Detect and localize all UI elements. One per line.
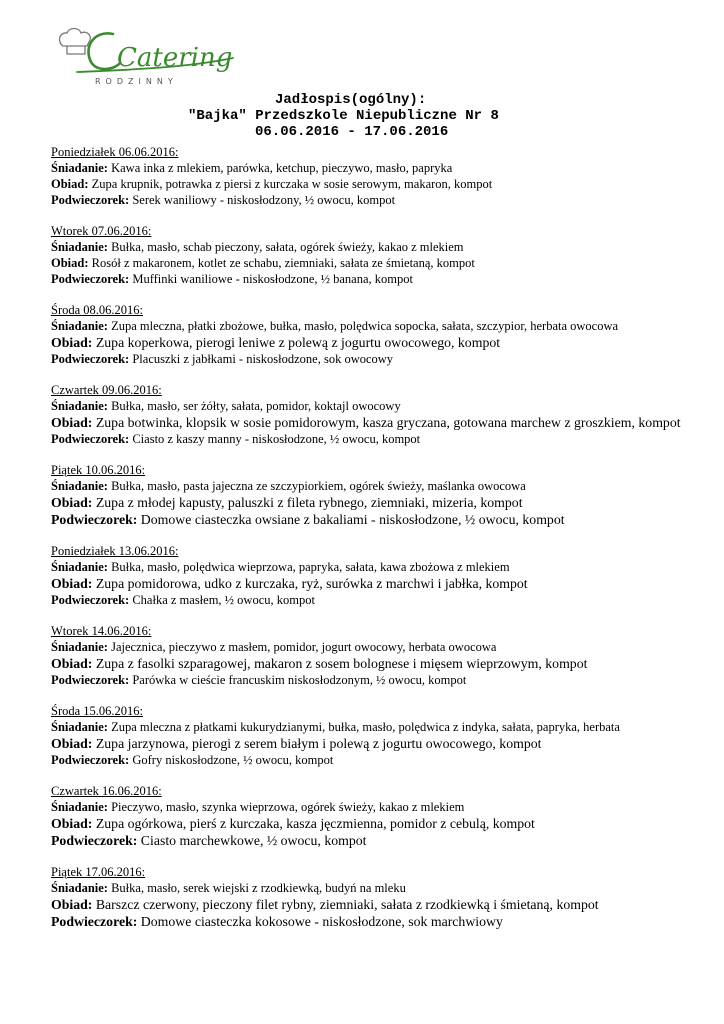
meal-items-lunch: Zupa jarzynowa, pierogi z serem białym i polewą z jogurtu owocowego, kompot: [95, 736, 542, 751]
meal-row-breakfast: [51, 559, 711, 575]
meal-label-snack: Podwieczorek:: [51, 833, 138, 848]
meal-items-lunch: Barszcz czerwony, pieczony filet rybny, ziemniaki, sałata z rzodkiewką i śmietaną, kompot: [95, 897, 599, 912]
day-block: [51, 784, 711, 849]
day-block: [51, 865, 711, 930]
meal-label-snack: Podwieczorek:: [51, 352, 130, 366]
meal-items-lunch: Zupa ogórkowa, pierś z kurczaka, kasza jęczmienna, pomidor z cebulą, kompot: [95, 816, 535, 831]
meal-row-lunch: [51, 414, 711, 431]
meal-items-snack: Domowe ciasteczka kokosowe - niskosłodzone, sok marchwiowy: [140, 914, 503, 929]
meal-row-snack: [51, 592, 711, 608]
day-block: [51, 145, 711, 208]
heading-school: "Bajka" Przedszkole Niepubliczne Nr 8: [188, 108, 499, 124]
meal-items-lunch: Zupa krupnik, potrawka z piersi z kurczaka w sosie serowym, makaron, kompot: [91, 177, 493, 191]
meal-label-lunch: Obiad:: [51, 256, 89, 270]
meal-label-lunch: Obiad:: [51, 177, 89, 191]
day-block: [51, 544, 711, 608]
meal-label-lunch: Obiad:: [51, 495, 93, 510]
day-title: Środa 15.06.2016:: [51, 704, 144, 718]
day-block: [51, 224, 711, 287]
meal-row-snack: [51, 672, 711, 688]
meal-label-snack: Podwieczorek:: [51, 593, 130, 607]
meal-label-lunch: Obiad:: [51, 415, 93, 430]
meal-items-snack: Ciasto marchewkowe, ½ owocu, kompot: [140, 833, 367, 848]
meal-label-breakfast: Śniadanie:: [51, 640, 108, 654]
day-title: Wtorek 14.06.2016:: [51, 624, 152, 638]
meal-label-breakfast: Śniadanie:: [51, 319, 108, 333]
day-title: Wtorek 07.06.2016:: [51, 224, 152, 238]
meal-row-breakfast: [51, 398, 711, 414]
meal-row-lunch: [51, 896, 711, 913]
meal-label-lunch: Obiad:: [51, 335, 93, 350]
meal-items-lunch: Zupa z fasolki szparagowej, makaron z sosem bolognese i mięsem wieprzowym, kompot: [95, 656, 588, 671]
day-block: [51, 303, 711, 367]
meal-row-lunch: [51, 494, 711, 511]
meal-label-snack: Podwieczorek:: [51, 753, 130, 767]
meal-row-snack: [51, 832, 711, 849]
catering-logo: [55, 24, 245, 94]
meal-items-breakfast: Bułka, masło, pasta jajeczna ze szczypiorkiem, ogórek świeży, maślanka owocowa: [111, 479, 526, 493]
meal-row-lunch: [51, 334, 711, 351]
meal-label-snack: Podwieczorek:: [51, 193, 130, 207]
meal-items-breakfast: Kawa inka z mlekiem, parówka, ketchup, pieczywo, masło, papryka: [111, 161, 453, 175]
meal-row-breakfast: [51, 719, 711, 735]
day-block: [51, 624, 711, 688]
day-title: Środa 08.06.2016:: [51, 303, 144, 317]
meal-row-snack: [51, 351, 711, 367]
day-block: [51, 463, 711, 528]
meal-row-lunch: [51, 655, 711, 672]
meal-items-snack: Muffinki waniliowe - niskosłodzone, ½ banana, kompot: [132, 272, 413, 286]
menu-days: [51, 145, 711, 946]
meal-items-breakfast: Bułka, masło, serek wiejski z rzodkiewką, budyń na mleku: [111, 881, 406, 895]
meal-label-breakfast: Śniadanie:: [51, 720, 108, 734]
meal-label-lunch: Obiad:: [51, 897, 93, 912]
meal-label-breakfast: Śniadanie:: [51, 800, 108, 814]
day-block: [51, 704, 711, 768]
meal-row-breakfast: [51, 318, 711, 334]
meal-row-breakfast: [51, 880, 711, 896]
meal-row-breakfast: [51, 160, 711, 176]
day-title: Piątek 17.06.2016:: [51, 865, 146, 879]
meal-items-snack: Gofry niskosłodzone, ½ owocu, kompot: [132, 753, 334, 767]
meal-label-breakfast: Śniadanie:: [51, 240, 108, 254]
meal-row-snack: [51, 752, 711, 768]
meal-row-lunch: [51, 735, 711, 752]
meal-label-lunch: Obiad:: [51, 736, 93, 751]
meal-items-snack: Chałka z masłem, ½ owocu, kompot: [132, 593, 315, 607]
meal-items-breakfast: Bułka, masło, schab pieczony, sałata, ogórek świeży, kakao z mlekiem: [111, 240, 464, 254]
meal-items-snack: Placuszki z jabłkami - niskosłodzone, sok owocowy: [132, 352, 394, 366]
meal-items-snack: Ciasto z kaszy manny - niskosłodzone, ½ owocu, kompot: [132, 432, 421, 446]
meal-label-breakfast: Śniadanie:: [51, 479, 108, 493]
meal-items-breakfast: Bułka, masło, ser żółty, sałata, pomidor, koktajl owocowy: [111, 399, 401, 413]
meal-items-breakfast: Bułka, masło, polędwica wieprzowa, papryka, sałata, kawa zbożowa z mlekiem: [111, 560, 510, 574]
logo-tagline: RODZINNY: [95, 77, 178, 86]
meal-row-breakfast: [51, 239, 711, 255]
meal-label-lunch: Obiad:: [51, 816, 93, 831]
meal-row-snack: [51, 913, 711, 930]
day-title: Czwartek 09.06.2016:: [51, 383, 162, 397]
meal-items-snack: Parówka w cieście francuskim niskosłodzonym, ½ owocu, kompot: [132, 673, 467, 687]
meal-items-breakfast: Zupa mleczna z płatkami kukurydzianymi, bułka, masło, polędwica z indyka, sałata, papryka, herbata: [111, 720, 620, 734]
meal-label-lunch: Obiad:: [51, 576, 93, 591]
meal-label-snack: Podwieczorek:: [51, 512, 138, 527]
meal-label-breakfast: Śniadanie:: [51, 399, 108, 413]
meal-row-breakfast: [51, 799, 711, 815]
meal-label-breakfast: Śniadanie:: [51, 881, 108, 895]
chef-hat-icon: [55, 24, 245, 94]
meal-row-breakfast: [51, 639, 711, 655]
heading-title: Jadłospis(ogólny):: [275, 92, 427, 108]
meal-row-snack: [51, 431, 711, 447]
meal-label-snack: Podwieczorek:: [51, 673, 130, 687]
day-title: Czwartek 16.06.2016:: [51, 784, 162, 798]
day-title: Poniedziałek 06.06.2016:: [51, 145, 179, 159]
meal-row-lunch: [51, 176, 711, 192]
day-block: [51, 383, 711, 447]
meal-row-snack: [51, 271, 711, 287]
meal-label-breakfast: Śniadanie:: [51, 560, 108, 574]
heading-dates: 06.06.2016 - 17.06.2016: [255, 124, 449, 140]
meal-row-breakfast: [51, 478, 711, 494]
meal-label-snack: Podwieczorek:: [51, 272, 130, 286]
meal-row-lunch: [51, 815, 711, 832]
logo-brand: Catering: [117, 43, 233, 73]
meal-items-lunch: Zupa botwinka, klopsik w sosie pomidorowym, kasza gryczana, gotowana marchew z groszkiem, kompot: [95, 415, 681, 430]
day-title: Piątek 10.06.2016:: [51, 463, 146, 477]
meal-items-snack: Domowe ciasteczka owsiane z bakaliami - niskosłodzone, ½ owocu, kompot: [140, 512, 565, 527]
meal-items-lunch: Zupa pomidorowa, udko z kurczaka, ryż, surówka z marchwi i jabłka, kompot: [95, 576, 528, 591]
meal-items-breakfast: Jajecznica, pieczywo z masłem, pomidor, jogurt owocowy, herbata owocowa: [111, 640, 497, 654]
meal-items-breakfast: Pieczywo, masło, szynka wieprzowa, ogórek świeży, kakao z mlekiem: [111, 800, 465, 814]
meal-items-lunch: Zupa z młodej kapusty, paluszki z fileta rybnego, ziemniaki, mizeria, kompot: [95, 495, 523, 510]
meal-items-breakfast: Zupa mleczna, płatki zbożowe, bułka, masło, polędwica sopocka, sałata, szczypior, herbata owocowa: [111, 319, 619, 333]
meal-row-lunch: [51, 575, 711, 592]
meal-label-snack: Podwieczorek:: [51, 914, 138, 929]
meal-items-snack: Serek waniliowy - niskosłodzony, ½ owocu, kompot: [132, 193, 396, 207]
meal-row-snack: [51, 511, 711, 528]
meal-items-lunch: Rosół z makaronem, kotlet ze schabu, ziemniaki, sałata ze śmietaną, kompot: [91, 256, 475, 270]
meal-label-snack: Podwieczorek:: [51, 432, 130, 446]
meal-label-breakfast: Śniadanie:: [51, 161, 108, 175]
meal-label-lunch: Obiad:: [51, 656, 93, 671]
meal-row-lunch: [51, 255, 711, 271]
meal-row-snack: [51, 192, 711, 208]
meal-items-lunch: Zupa koperkowa, pierogi leniwe z polewą z jogurtu owocowego, kompot: [95, 335, 501, 350]
day-title: Poniedziałek 13.06.2016:: [51, 544, 179, 558]
